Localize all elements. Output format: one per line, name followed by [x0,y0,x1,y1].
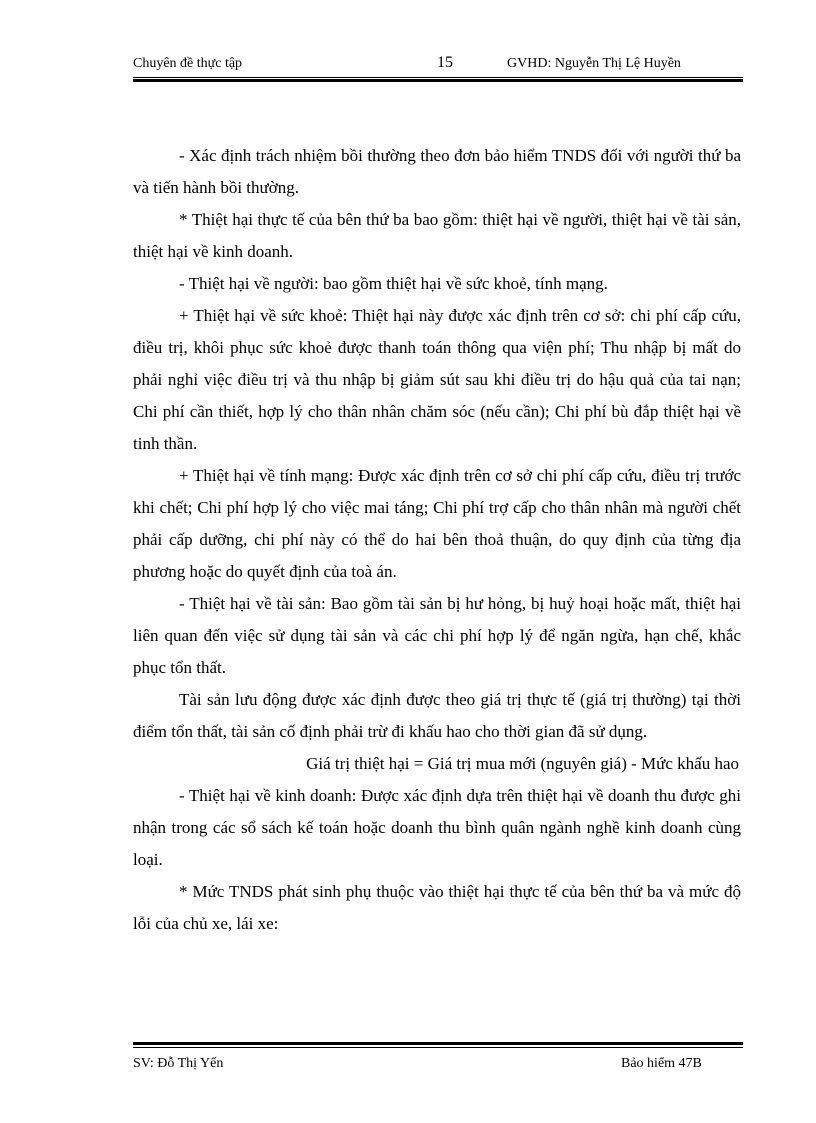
footer-rule-thick [133,1042,743,1045]
paragraph: - Thiệt hại về người: bao gồm thiệt hại về sức khoẻ, tính mạng. [179,274,608,293]
paragraph: * Thiệt hại thực tế của bên thứ ba bao gồm: thiệt hại về người, thiệt hại về tài sản, thiệt hại về kinh doanh. [133,210,741,261]
header-rule-thick [133,79,743,82]
footer-student: SV: Đỗ Thị Yến [133,1056,224,1071]
paragraph: + Thiệt hại về sức khoẻ: Thiệt hại này được xác định trên cơ sở: chi phí cấp cứu, điều trị, khôi phục sức khoẻ được thanh toán thông qua viện phí; Thu nhập bị mất do phải nghỉ việc điều trị và thu nhập bị giảm sút sau khi điều trị do hậu quả của tai nạn; Chi phí cần thiết, hợp lý cho thân nhân chăm sóc (nếu cần); Chi phí bù đắp thiệt hại về tinh thần. [133,306,741,453]
footer-rule-thin [133,1047,743,1048]
header-supervisor: GVHD: Nguyễn Thị Lệ Huyền [507,56,681,71]
page-footer [133,1056,743,1076]
paragraph: - Xác định trách nhiệm bồi thường theo đơn bảo hiểm TNDS đối với người thứ ba và tiến hành bồi thường. [133,146,741,197]
body-text [133,140,741,940]
paragraph: * Mức TNDS phát sinh phụ thuộc vào thiệt hại thực tế của bên thứ ba và mức độ lỗi của chủ xe, lái xe: [133,882,741,933]
paragraph: + Thiệt hại về tính mạng: Được xác định trên cơ sở chi phí cấp cứu, điều trị trước khi chết; Chi phí hợp lý cho việc mai táng; Chi phí trợ cấp cho thân nhân mà người chết phải cấp dưỡng, chi phí này có thể do hai bên thoả thuận, do quy định của từng địa phương hoặc do quyết định của toà án. [133,466,741,581]
header-rule-thin [133,77,743,78]
page-header [133,52,743,76]
page-number: 15 [437,54,453,71]
footer-class: Bảo hiểm 47B [621,1056,702,1071]
paragraph: - Thiệt hại về kinh doanh: Được xác định dựa trên thiệt hại về doanh thu được ghi nhận trong các sổ sách kế toán hoặc doanh thu bình quân ngành nghề kinh doanh cùng loại. [133,786,741,869]
header-report-title: Chuyên đề thực tập [133,56,243,71]
formula: Giá trị thiệt hại = Giá trị mua mới (nguyên giá) - Mức khấu hao [306,754,739,773]
paragraph: Tài sản lưu động được xác định được theo giá trị thực tế (giá trị thường) tại thời điểm tổn thất, tài sản cố định phải trừ đi khấu hao cho thời gian đã sử dụng. [133,690,741,741]
paragraph: - Thiệt hại về tài sản: Bao gồm tài sản bị hư hỏng, bị huỷ hoại hoặc mất, thiệt hại liên quan đến việc sử dụng tài sản và các chi phí hợp lý để ngăn ngừa, hạn chế, khắc phục tổn thất. [133,594,741,677]
